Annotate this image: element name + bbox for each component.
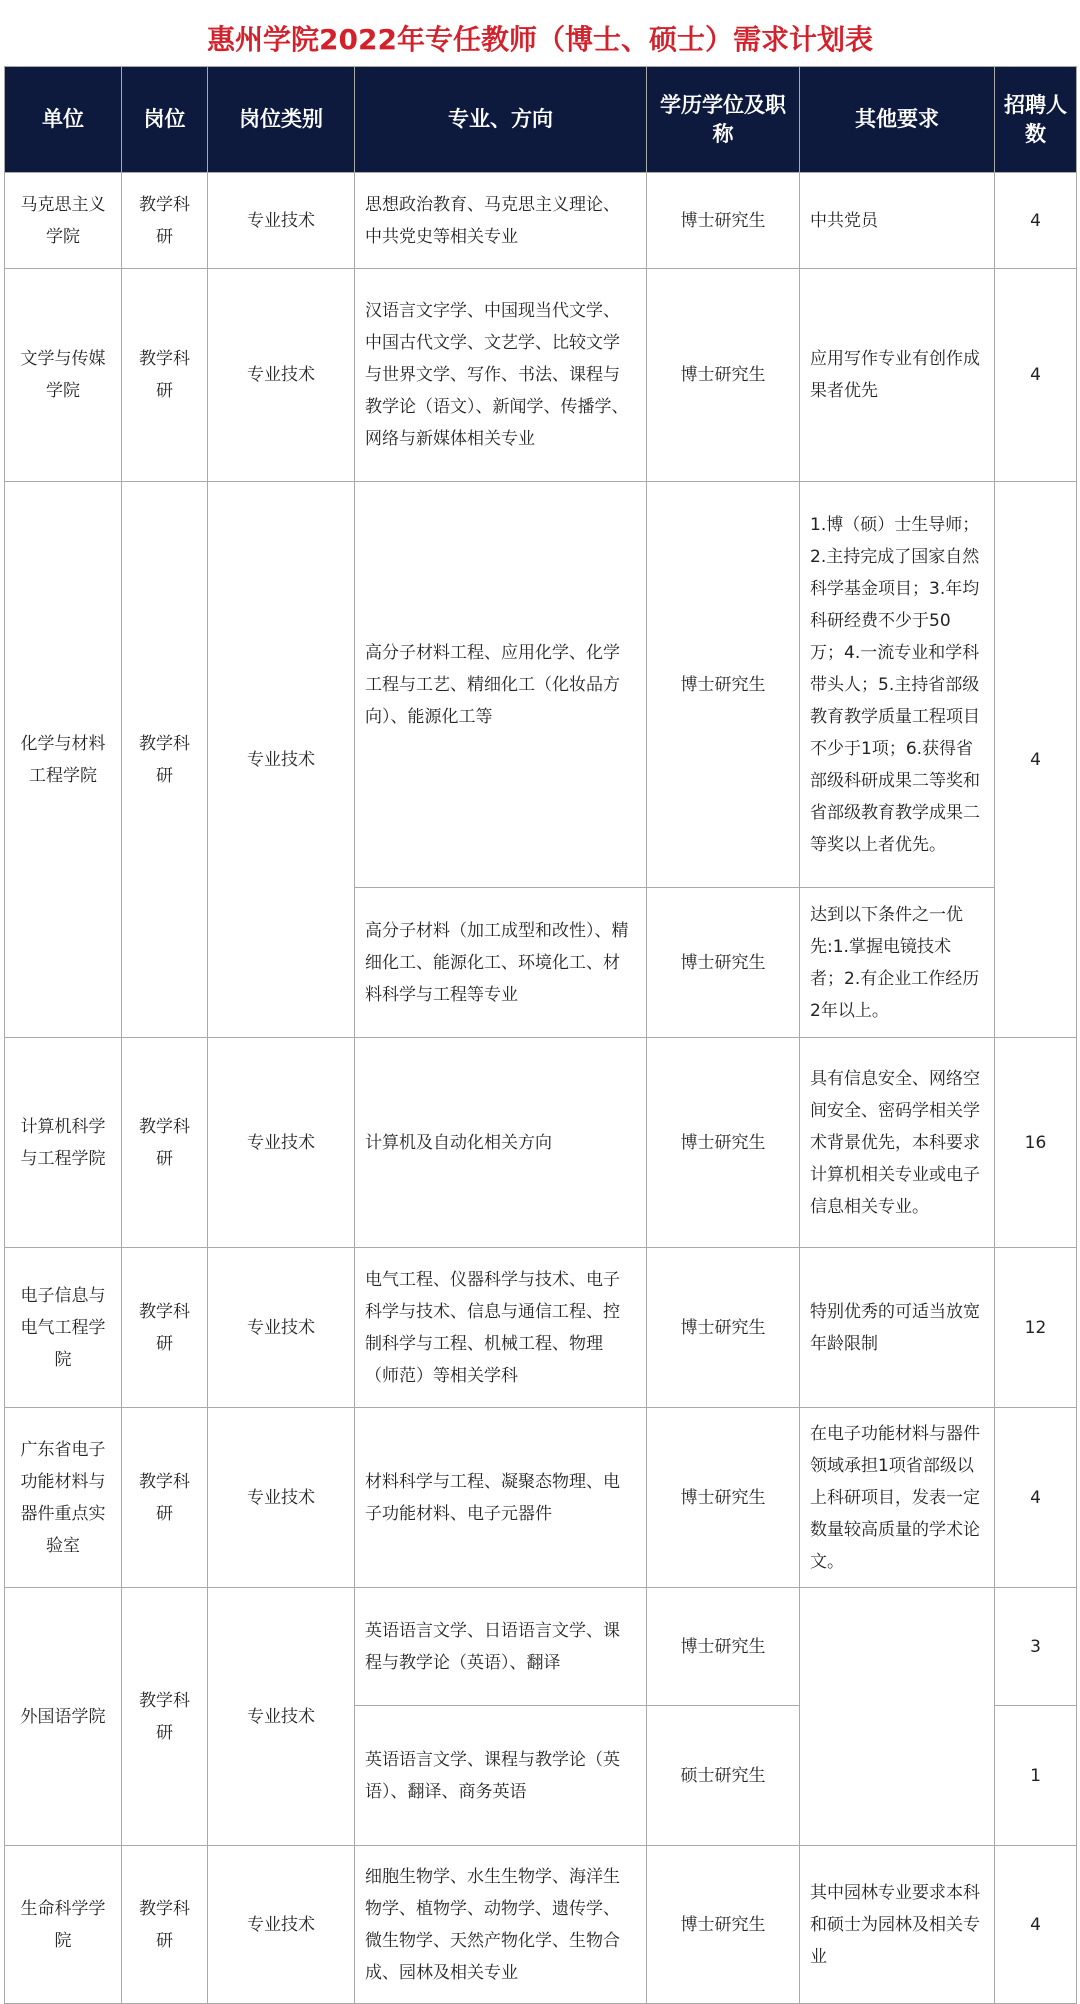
cell-unit: 电子信息与电气工程学院: [5, 1248, 122, 1408]
cell-unit: 马克思主义学院: [5, 173, 122, 269]
cell-other: 在电子功能材料与器件领域承担1项省部级以上科研项目，发表一定数量较高质量的学术论文。: [800, 1408, 995, 1588]
cell-post: 教学科研: [122, 1846, 208, 2004]
header-major: 专业、方向: [355, 67, 647, 173]
cell-other: 1.博（硕）士生导师；2.主持完成了国家自然科学基金项目；3.年均科研经费不少于50万；4.一流专业和学科带头人；5.主持省部级教育教学质量工程项目不少于1项；6.获得省部级科研成果二等奖和省部级教育教学成果二等奖以上者优先。: [800, 482, 995, 888]
cell-other: 达到以下条件之一优先:1.掌握电镜技术者；2.有企业工作经历2年以上。: [800, 888, 995, 1038]
table-row: [5, 1846, 1077, 2004]
cell-degree: 博士研究生: [647, 482, 800, 888]
cell-count: 4: [995, 482, 1077, 1038]
cell-major: 英语语言文学、日语语言文学、课程与教学论（英语）、翻译: [355, 1588, 647, 1706]
header-post: 岗位: [122, 67, 208, 173]
cell-post: 教学科研: [122, 482, 208, 1038]
page-title: 惠州学院2022年专任教师（博士、硕士）需求计划表: [207, 23, 873, 56]
cell-degree: 硕士研究生: [647, 1706, 800, 1846]
cell-major: 英语语言文学、课程与教学论（英语）、翻译、商务英语: [355, 1706, 647, 1846]
cell-major: 思想政治教育、马克思主义理论、中共党史等相关专业: [355, 173, 647, 269]
cell-category: 专业技术: [208, 1038, 355, 1248]
recruitment-table: [4, 66, 1077, 2004]
cell-degree: 博士研究生: [647, 1846, 800, 2004]
cell-major: 细胞生物学、水生生物学、海洋生物学、植物学、动物学、遗传学、微生物学、天然产物化学、生物合成、园林及相关专业: [355, 1846, 647, 2004]
cell-major: 计算机及自动化相关方向: [355, 1038, 647, 1248]
table-row: [5, 1248, 1077, 1408]
cell-other: 具有信息安全、网络空间安全、密码学相关学术背景优先，本科要求计算机相关专业或电子信息相关专业。: [800, 1038, 995, 1248]
cell-post: 教学科研: [122, 269, 208, 482]
cell-unit: 广东省电子功能材料与器件重点实验室: [5, 1408, 122, 1588]
table-row: [5, 1408, 1077, 1588]
cell-count: 4: [995, 1408, 1077, 1588]
cell-major: 电气工程、仪器科学与技术、电子科学与技术、信息与通信工程、控制科学与工程、机械工程、物理（师范）等相关学科: [355, 1248, 647, 1408]
table-row: [5, 173, 1077, 269]
cell-other: 其中园林专业要求本科和硕士为园林及相关专业: [800, 1846, 995, 2004]
cell-count: 16: [995, 1038, 1077, 1248]
cell-unit: 计算机科学与工程学院: [5, 1038, 122, 1248]
cell-degree: 博士研究生: [647, 1588, 800, 1706]
cell-other: 应用写作专业有创作成果者优先: [800, 269, 995, 482]
cell-degree: 博士研究生: [647, 1408, 800, 1588]
cell-category: 专业技术: [208, 1408, 355, 1588]
cell-category: 专业技术: [208, 482, 355, 1038]
cell-category: 专业技术: [208, 1588, 355, 1846]
cell-category: 专业技术: [208, 1248, 355, 1408]
cell-count: 1: [995, 1706, 1077, 1846]
cell-post: 教学科研: [122, 1038, 208, 1248]
cell-post: 教学科研: [122, 173, 208, 269]
cell-category: 专业技术: [208, 1846, 355, 2004]
cell-post: 教学科研: [122, 1408, 208, 1588]
header-category: 岗位类别: [208, 67, 355, 173]
cell-other: 中共党员: [800, 173, 995, 269]
table-row: [5, 482, 1077, 888]
cell-degree: 博士研究生: [647, 269, 800, 482]
cell-degree: 博士研究生: [647, 1038, 800, 1248]
cell-major: 高分子材料工程、应用化学、化学工程与工艺、精细化工（化妆品方向）、能源化工等: [355, 482, 647, 888]
cell-count: 4: [995, 173, 1077, 269]
table-header-row: [5, 67, 1077, 173]
cell-unit: 化学与材料工程学院: [5, 482, 122, 1038]
header-degree: 学历学位及职称: [647, 67, 800, 173]
cell-count: 3: [995, 1588, 1077, 1706]
cell-unit: 文学与传媒学院: [5, 269, 122, 482]
table-row: [5, 1038, 1077, 1248]
cell-category: 专业技术: [208, 173, 355, 269]
table-row: [5, 269, 1077, 482]
cell-post: 教学科研: [122, 1248, 208, 1408]
cell-count: 4: [995, 269, 1077, 482]
header-count: 招聘人数: [995, 67, 1077, 173]
header-other: 其他要求: [800, 67, 995, 173]
cell-other: 特别优秀的可适当放宽年龄限制: [800, 1248, 995, 1408]
cell-major: 汉语言文字学、中国现当代文学、中国古代文学、文艺学、比较文学与世界文学、写作、书法、课程与教学论（语文）、新闻学、传播学、网络与新媒体相关专业: [355, 269, 647, 482]
cell-major: 材料科学与工程、凝聚态物理、电子功能材料、电子元器件: [355, 1408, 647, 1588]
cell-degree: 博士研究生: [647, 173, 800, 269]
cell-post: 教学科研: [122, 1588, 208, 1846]
cell-degree: 博士研究生: [647, 888, 800, 1038]
cell-other: [800, 1588, 995, 1846]
cell-category: 专业技术: [208, 269, 355, 482]
cell-degree: 博士研究生: [647, 1248, 800, 1408]
table-row: [5, 1588, 1077, 1706]
cell-unit: 外国语学院: [5, 1588, 122, 1846]
cell-unit: 生命科学学院: [5, 1846, 122, 2004]
cell-count: 4: [995, 1846, 1077, 2004]
header-unit: 单位: [5, 67, 122, 173]
cell-major: 高分子材料（加工成型和改性）、精细化工、能源化工、环境化工、材料科学与工程等专业: [355, 888, 647, 1038]
cell-count: 12: [995, 1248, 1077, 1408]
